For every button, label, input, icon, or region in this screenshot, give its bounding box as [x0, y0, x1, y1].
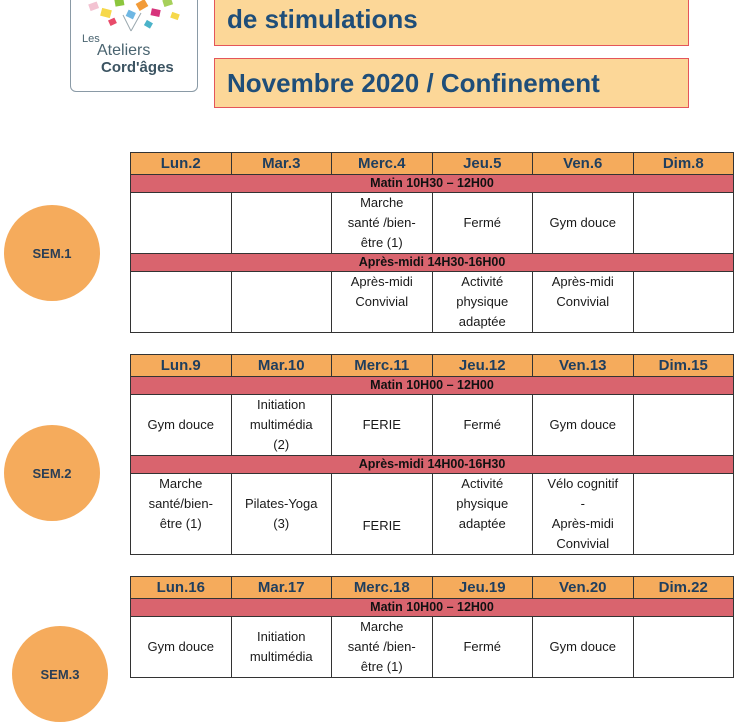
activity-line: Gym douce — [549, 639, 616, 654]
activity-cell — [432, 395, 533, 456]
activity-cell — [633, 272, 734, 333]
activity-cell — [533, 395, 634, 456]
afternoon-time-band: Après-midi 14H00-16H30 — [131, 456, 734, 474]
activity-line: Fermé — [463, 417, 502, 432]
activity-line: Pilates-Yoga — [244, 496, 318, 511]
activity-line: Convivial — [355, 294, 409, 309]
morning-time-band: Matin 10H30 – 12H00 — [131, 175, 734, 193]
day-header: Dim.22 — [633, 577, 734, 599]
afternoon-time-band: Après-midi 14H30-16H00 — [131, 254, 734, 272]
activity-line: physique — [456, 496, 509, 511]
week-1-days-row — [131, 153, 734, 175]
activity-cell — [131, 272, 232, 333]
day-header: Ven.6 — [533, 153, 634, 175]
day-header: Merc.11 — [332, 355, 433, 377]
activity-cell — [533, 474, 634, 555]
activity-line: physique — [456, 294, 509, 309]
day-header: Mar.17 — [231, 577, 332, 599]
week-2-schedule — [130, 354, 734, 555]
activity-cell — [633, 474, 734, 555]
activity-cell — [432, 193, 533, 254]
week-1-afternoon-row — [131, 272, 734, 333]
activity-line: être (1) — [360, 659, 403, 674]
activity-line: Initiation — [257, 629, 306, 644]
title-line-1 — [214, 0, 689, 46]
day-header: Dim.15 — [633, 355, 734, 377]
activity-line: - — [580, 496, 585, 511]
activity-cell — [332, 193, 433, 254]
activity-cell — [332, 272, 433, 333]
week-1-morning-row — [131, 193, 734, 254]
activity-line: Marche — [360, 619, 404, 634]
activity-line: Marche — [360, 195, 404, 210]
day-header: Jeu.19 — [432, 577, 533, 599]
activity-cell — [432, 272, 533, 333]
day-header: Ven.13 — [533, 355, 634, 377]
activity-line: Fermé — [463, 215, 502, 230]
day-header: Lun.9 — [131, 355, 232, 377]
activity-cell — [131, 193, 232, 254]
activity-cell — [131, 617, 232, 678]
activity-line: multimédia — [249, 417, 313, 432]
activity-line: (3) — [273, 516, 290, 531]
logo-text-les: Les — [82, 33, 100, 45]
week-3-schedule — [130, 576, 734, 678]
activity-line: Après-midi — [551, 516, 614, 531]
week-2-morning-row — [131, 395, 734, 456]
activity-line: Après-midi — [350, 274, 413, 289]
activity-cell — [231, 193, 332, 254]
logo-text-ateliers: Ateliers — [97, 42, 151, 59]
title-line-2-text: Novembre 2020 / Confinement — [227, 67, 600, 98]
week-1-label: SEM.1 — [32, 245, 72, 261]
activity-cell — [633, 395, 734, 456]
day-header: Mar.3 — [231, 153, 332, 175]
activity-line: être (1) — [159, 516, 202, 531]
week-1-badge — [4, 205, 100, 301]
activity-line: Initiation — [257, 397, 306, 412]
day-header: Mar.10 — [231, 355, 332, 377]
day-header: Jeu.5 — [432, 153, 533, 175]
activity-line: Convivial — [556, 294, 610, 309]
activity-line: Marche — [159, 476, 203, 491]
activity-line: Activité — [461, 476, 504, 491]
week-3-badge — [12, 626, 108, 722]
week-1-schedule — [130, 152, 734, 333]
day-header: Lun.16 — [131, 577, 232, 599]
logo-text-cordages: Cord'âges — [101, 59, 174, 76]
week-2-badge — [4, 425, 100, 521]
activity-cell — [432, 474, 533, 555]
activity-line: Gym douce — [147, 639, 214, 654]
week-2-afternoon-row — [131, 474, 734, 555]
week-3-morning-row — [131, 617, 734, 678]
morning-time-band: Matin 10H00 – 12H00 — [131, 599, 734, 617]
activity-cell — [332, 617, 433, 678]
activity-line: FERIE — [362, 417, 401, 432]
day-header: Ven.20 — [533, 577, 634, 599]
day-header: Merc.4 — [332, 153, 433, 175]
day-header: Dim.8 — [633, 153, 734, 175]
morning-time-band: Matin 10H00 – 12H00 — [131, 377, 734, 395]
activity-cell — [533, 617, 634, 678]
activity-line: Activité — [461, 274, 504, 289]
activity-line: Vélo cognitif — [547, 476, 619, 491]
activity-line: multimédia — [249, 649, 313, 664]
week-3-label: SEM.3 — [40, 666, 80, 682]
week-2-days-row — [131, 355, 734, 377]
activity-cell — [231, 474, 332, 555]
activity-cell — [231, 395, 332, 456]
activity-line: adaptée — [458, 314, 506, 329]
activity-line: Gym douce — [549, 215, 616, 230]
activity-cell — [332, 474, 433, 555]
activity-line: adaptée — [458, 516, 506, 531]
ateliers-cordages-logo — [70, 0, 198, 92]
activity-cell — [432, 617, 533, 678]
activity-line: Gym douce — [147, 417, 214, 432]
activity-cell — [231, 617, 332, 678]
activity-line: santé /bien- — [347, 215, 416, 230]
confetti-tree-icon — [71, 0, 199, 35]
activity-cell — [131, 395, 232, 456]
activity-line: Gym douce — [549, 417, 616, 432]
day-header: Jeu.12 — [432, 355, 533, 377]
title-line-1-text: de stimulations — [227, 3, 418, 34]
day-header: Lun.2 — [131, 153, 232, 175]
activity-cell — [633, 617, 734, 678]
activity-line: FERIE — [362, 518, 401, 533]
activity-line: santé/bien- — [148, 496, 213, 511]
activity-cell — [231, 272, 332, 333]
day-header: Merc.18 — [332, 577, 433, 599]
activity-cell — [332, 395, 433, 456]
title-line-2 — [214, 58, 689, 108]
activity-line: Après-midi — [551, 274, 614, 289]
activity-line: (2) — [273, 437, 290, 452]
activity-line: Fermé — [463, 639, 502, 654]
activity-cell — [533, 193, 634, 254]
activity-line: être (1) — [360, 235, 403, 250]
activity-cell — [633, 193, 734, 254]
week-3-days-row — [131, 577, 734, 599]
activity-cell — [533, 272, 634, 333]
activity-line: Convivial — [556, 536, 610, 551]
week-2-label: SEM.2 — [32, 465, 72, 481]
activity-line: santé /bien- — [347, 639, 416, 654]
activity-cell — [131, 474, 232, 555]
